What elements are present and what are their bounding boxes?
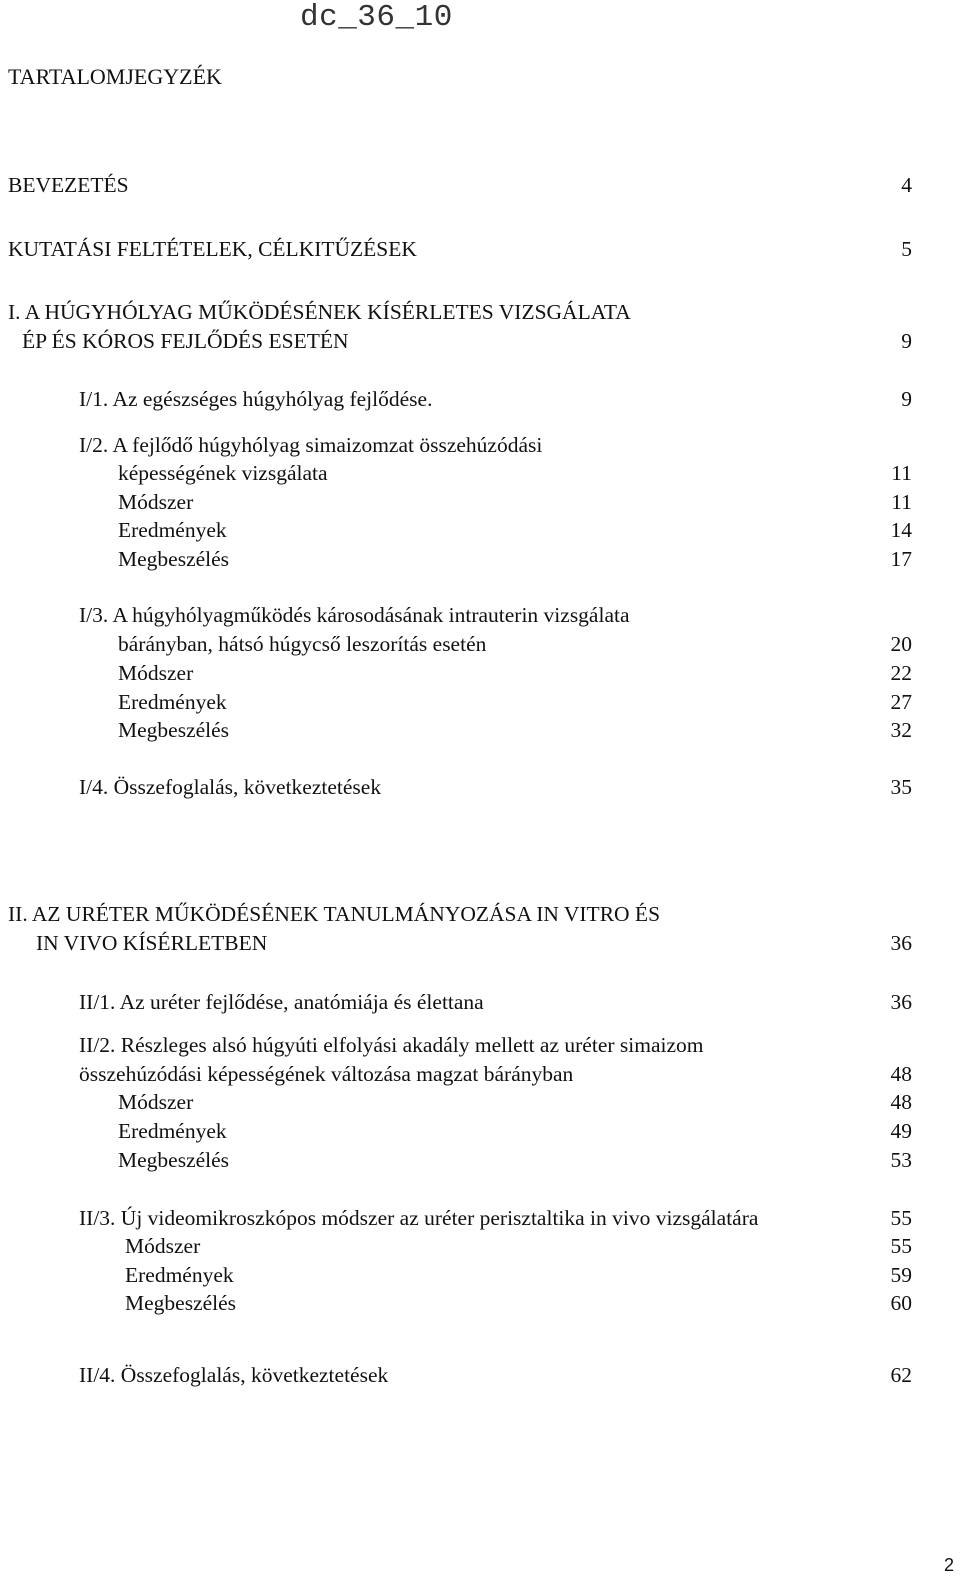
toc-entry-page: 32 xyxy=(890,718,912,742)
toc-entry-text: Megbeszélés xyxy=(118,718,230,742)
toc-entry-text-cont: bárányban, hátsó húgycső leszorítás esetén xyxy=(118,632,487,656)
toc-entry-page: 48 xyxy=(890,1090,912,1114)
toc-entry-text: Eredmények xyxy=(118,690,227,714)
toc-entry-text: Megbeszélés xyxy=(118,547,230,571)
toc-entry-page: 22 xyxy=(890,661,912,685)
toc-entry-page: 60 xyxy=(890,1291,912,1315)
toc-entry-text: I/4. Összefoglalás, következtetések xyxy=(79,775,382,799)
toc-entry-text: Eredmények xyxy=(118,518,227,542)
toc-entry-page: 35 xyxy=(890,775,912,799)
toc-entry-page: 48 xyxy=(890,1062,912,1086)
toc-entry-text: II. AZ URÉTER MŰKÖDÉSÉNEK TANULMÁNYOZÁSA IN VITRO ÉS xyxy=(8,902,661,926)
toc-entry-text: Módszer xyxy=(118,661,194,685)
toc-entry-page: 55 xyxy=(890,1234,912,1258)
toc-entry-page: 36 xyxy=(890,990,912,1014)
toc-entry-text: Módszer xyxy=(118,490,194,514)
toc-entry-text-cont: ÉP ÉS KÓROS FEJLŐDÉS ESETÉN xyxy=(22,329,349,353)
toc-entry-text-cont: IN VIVO KÍSÉRLETBEN xyxy=(36,931,268,955)
toc-entry-text: II/2. Részleges alsó húgyúti elfolyási akadály mellett az uréter simaizom xyxy=(79,1033,704,1057)
toc-entry-page: 53 xyxy=(890,1148,912,1172)
toc-entry-page: 62 xyxy=(890,1363,912,1387)
toc-entry-text: I. A HÚGYHÓLYAG MŰKÖDÉSÉNEK KÍSÉRLETES VIZSGÁLATA xyxy=(8,300,631,324)
toc-entry-page: 20 xyxy=(890,632,912,656)
toc-entry-text: Módszer xyxy=(118,1090,194,1114)
toc-entry-page: 27 xyxy=(890,690,912,714)
toc-entry-text: II/1. Az uréter fejlődése, anatómiája és élettana xyxy=(79,990,484,1014)
toc-entry-text-cont: összehúzódási képességének változása magzat bárányban xyxy=(79,1062,574,1086)
toc-entry-page: 17 xyxy=(890,547,912,571)
page-number: 2 xyxy=(943,1555,954,1575)
toc-entry-text-cont: képességének vizsgálata xyxy=(118,461,328,485)
toc-entry-page: 55 xyxy=(890,1206,912,1230)
toc-entry-text: I/3. A húgyhólyagműködés károsodásának intrauterin vizsgálata xyxy=(79,603,630,627)
toc-entry-text: Megbeszélés xyxy=(125,1291,237,1315)
toc-entry-text: II/3. Új videomikroszkópos módszer az uréter perisztaltika in vivo vizsgálatára xyxy=(79,1206,759,1230)
toc-entry-text: Módszer xyxy=(125,1234,201,1258)
toc-entry-text: I/1. Az egészséges húgyhólyag fejlődése. xyxy=(79,387,433,411)
toc-entry-page: 36 xyxy=(890,931,912,955)
toc-entry-page: 49 xyxy=(890,1119,912,1143)
toc-entry-text: Megbeszélés xyxy=(118,1148,230,1172)
toc-entry-text: BEVEZETÉS xyxy=(8,173,129,197)
toc-entry-text: Eredmények xyxy=(118,1119,227,1143)
toc-entry-page: 9 xyxy=(901,329,912,353)
toc-entry-text: II/4. Összefoglalás, következtetések xyxy=(79,1363,389,1387)
toc-entry-page: 5 xyxy=(901,237,912,261)
toc-entry-page: 11 xyxy=(891,461,912,485)
toc-entry-page: 14 xyxy=(890,518,912,542)
toc-entry-page: 11 xyxy=(891,490,912,514)
toc-entry-text: Eredmények xyxy=(125,1263,234,1287)
toc-title: TARTALOMJEGYZÉK xyxy=(8,64,222,89)
toc-entry-page: 59 xyxy=(890,1263,912,1287)
toc-entry-page: 9 xyxy=(901,387,912,411)
toc-entry-text: I/2. A fejlődő húgyhólyag simaizomzat összehúzódási xyxy=(79,433,543,457)
toc-entry-text: KUTATÁSI FELTÉTELEK, CÉLKITŰZÉSEK xyxy=(8,237,417,261)
document-code: dc_36_10 xyxy=(300,0,453,35)
toc-entry-page: 4 xyxy=(901,173,912,197)
